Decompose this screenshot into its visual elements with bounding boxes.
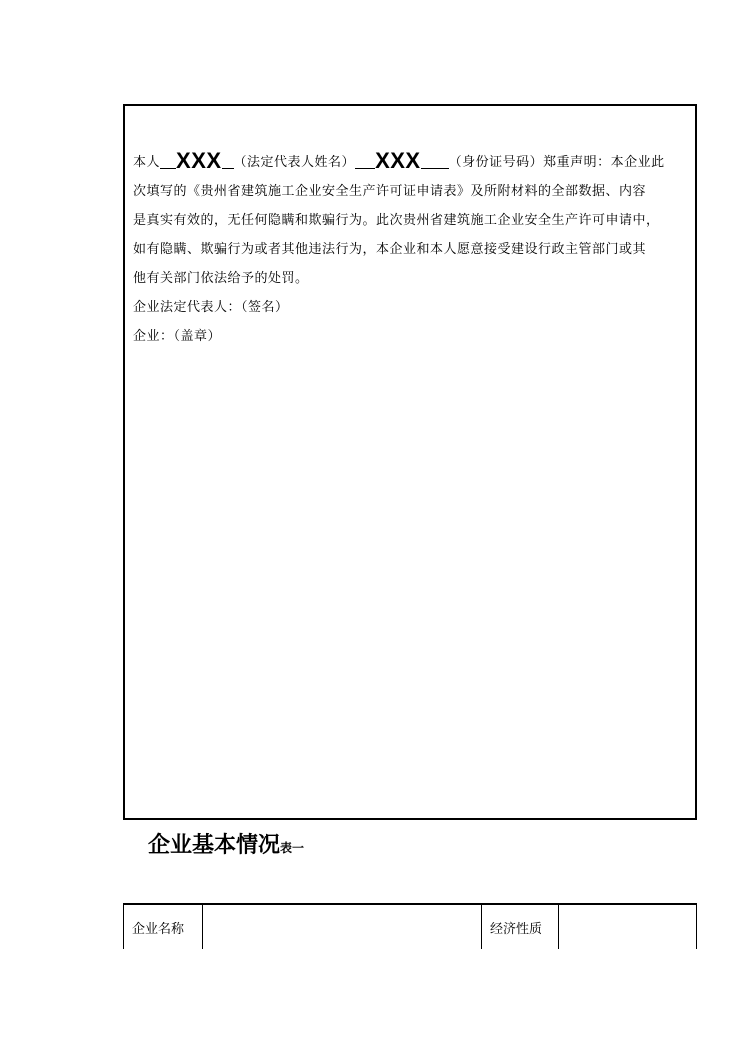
- legal-rep-name-placeholder: XXX: [176, 148, 222, 173]
- company-info-table: [123, 903, 697, 949]
- declaration-line-4: 如有隐瞒、欺骗行为或者其他违法行为，本企业和本人愿意接受建设行政主管部门或其: [133, 242, 647, 257]
- declaration-prefix: 本人: [133, 155, 161, 170]
- section-title-main: 企业基本情况: [148, 832, 281, 858]
- section-title-suffix: 表一: [280, 841, 305, 855]
- declaration-text: [133, 146, 693, 351]
- section-title: [148, 828, 304, 859]
- table-row: [124, 904, 697, 949]
- declaration-line-3: 是真实有效的，无任何隐瞒和欺骗行为。此次贵州省建筑施工企业安全生产许可申请中，: [133, 213, 660, 228]
- legal-rep-name-caption: （法定代表人姓名）: [233, 155, 356, 170]
- id-number-caption: （身份证号码）郑重声明：本企业此: [448, 155, 665, 170]
- company-name-label: 企业名称: [124, 904, 203, 949]
- declaration-line-5: 他有关部门依法给予的处罚。: [133, 271, 309, 286]
- economic-nature-label: 经济性质: [482, 904, 559, 949]
- declaration-line-1: [133, 146, 693, 177]
- legal-rep-signature-line: 企业法定代表人：（签名）: [133, 300, 289, 315]
- declaration-line-2: 次填写的《贵州省建筑施工企业安全生产许可证申请表》及所附材料的全部数据、内容: [133, 184, 647, 199]
- company-name-field[interactable]: [203, 904, 482, 949]
- declaration-box: [123, 104, 697, 820]
- economic-nature-field[interactable]: [559, 904, 697, 949]
- company-seal-line: 企业：（盖章）: [133, 329, 222, 344]
- id-number-placeholder: XXX: [375, 148, 421, 173]
